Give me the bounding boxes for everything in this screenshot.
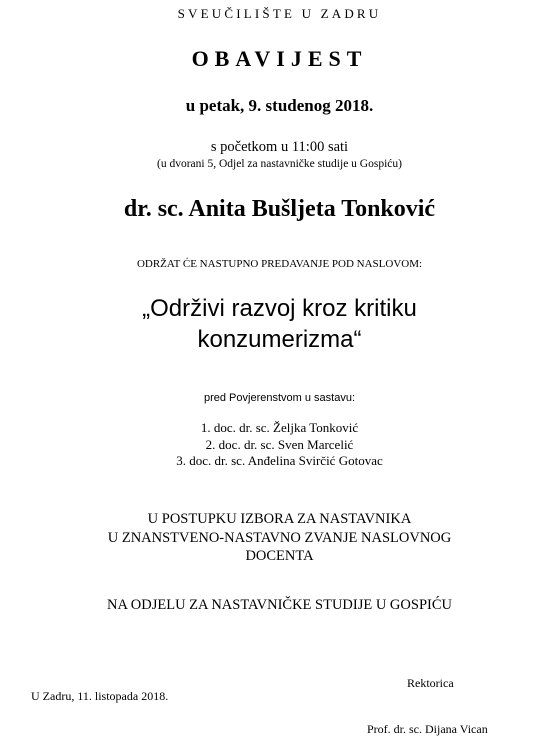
committee-member: 2. doc. dr. sc. Sven Marcelić <box>205 436 354 452</box>
rector-title: Rektorica <box>407 676 454 690</box>
lecture-intro: ODRŽAT ĆE NASTUPNO PREDAVANJE POD NASLOVOM: <box>136 258 423 270</box>
committee-list <box>0 420 559 470</box>
place-date: U Zadru, 11. listopada 2018. <box>31 689 169 703</box>
department-text: NA ODJELU ZA NASTAVNIČKE STUDIJE U GOSPIĆU <box>107 597 452 613</box>
lecture-title-line-1: „Održivi razvoj kroz kritiku <box>142 295 417 322</box>
procedure-line-2: U ZNANSTVENO-NASTAVNO ZVANJE NASLOVNOG <box>107 529 452 546</box>
procedure-text <box>0 510 559 566</box>
event-date: u petak, 9. studenog 2018. <box>185 96 374 115</box>
lecture-title <box>0 293 559 355</box>
committee-intro: pred Povjerenstvom u sastavu: <box>203 392 356 404</box>
institution-name: SVEUČILIŠTE U ZADRU <box>177 6 382 21</box>
notice-title: OBAVIJEST <box>191 46 368 71</box>
committee-member: 1. doc. dr. sc. Željka Tonković <box>200 420 359 435</box>
committee-member: 3. doc. dr. sc. Anđelina Svirčić Gotovac <box>176 453 383 468</box>
lecturer-name: dr. sc. Anita Bušljeta Tonković <box>123 196 436 222</box>
procedure-line-1: U POSTUPKU IZBORA ZA NASTAVNIKA <box>147 511 412 527</box>
procedure-line-3: DOCENTA <box>245 548 314 564</box>
rector-name: Prof. dr. sc. Dijana Vican <box>367 722 488 736</box>
event-venue: (u dvorani 5, Odjel za nastavničke studije u Gospiću) <box>157 158 402 170</box>
event-time: s početkom u 11:00 sati <box>210 139 349 155</box>
lecture-title-line-2: konzumerizma“ <box>197 326 362 353</box>
